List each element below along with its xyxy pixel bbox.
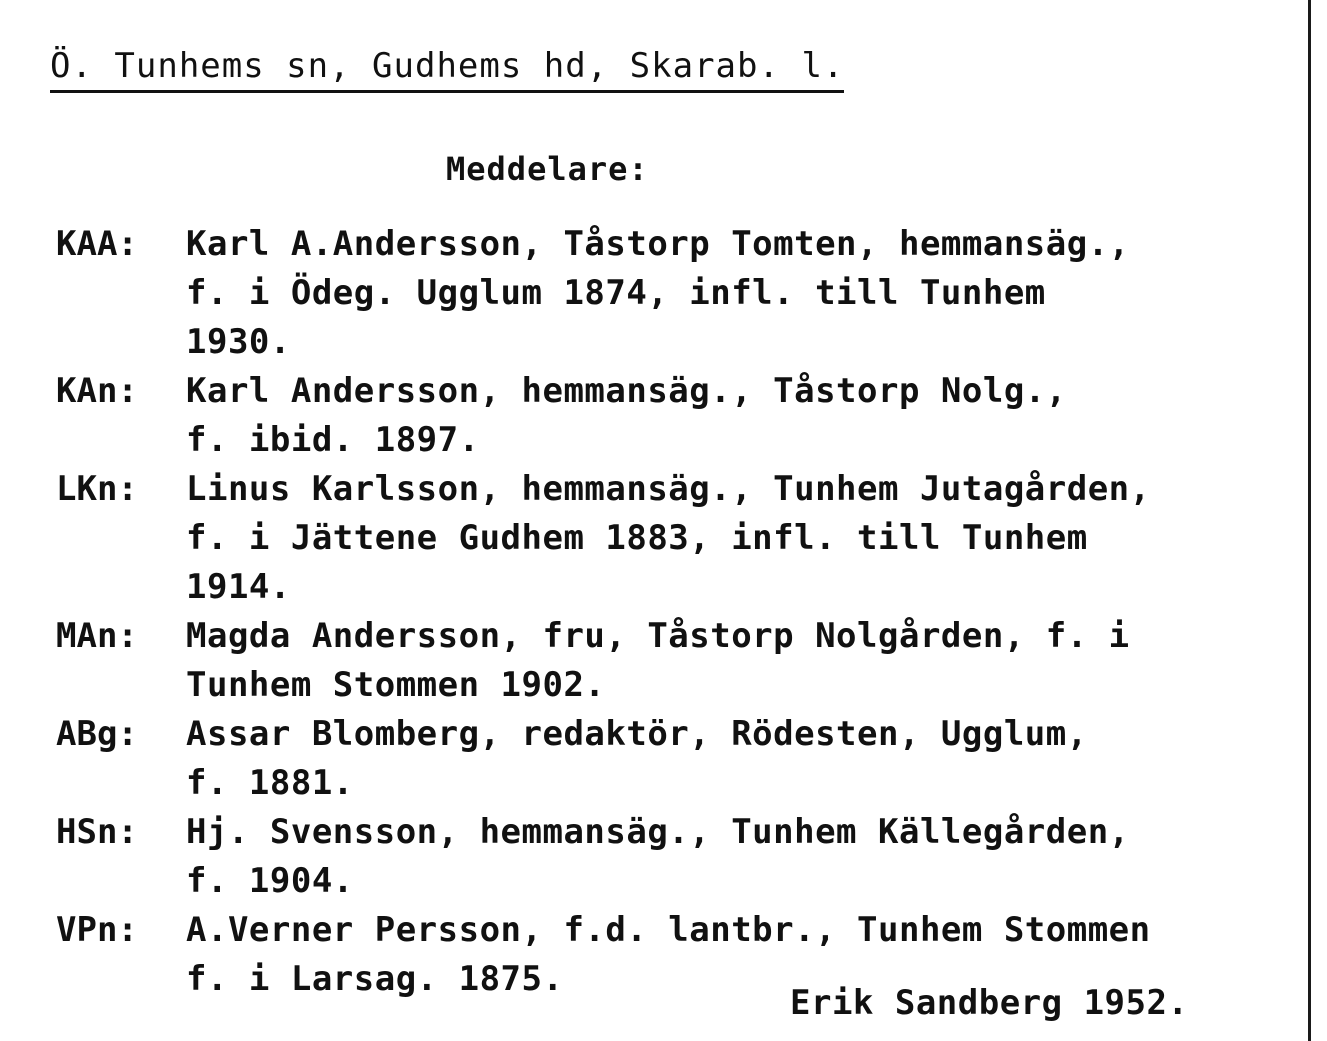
informant-code: MAn: <box>56 616 138 656</box>
informant-details <box>186 367 1306 465</box>
informant-code: LKn: <box>56 469 138 509</box>
informant-line: Tunhem Stommen 1902. <box>186 665 606 705</box>
informant-line: f. i Jättene Gudhem 1883, infl. till Tunhem <box>186 518 1088 558</box>
informant-line: f. ibid. 1897. <box>186 420 480 460</box>
informant-line: Hj. Svensson, hemmansäg., Tunhem Källegården, <box>186 812 1130 852</box>
informant-line: 1914. <box>186 567 291 607</box>
informant-code: KAA: <box>56 224 138 264</box>
informant-details <box>186 808 1306 906</box>
informant-code: HSn: <box>56 812 138 852</box>
informant-line: f. 1904. <box>186 861 354 901</box>
page-edge-line <box>1308 0 1311 1041</box>
informant-details <box>186 465 1306 612</box>
signature: Erik Sandberg 1952. <box>790 983 1189 1023</box>
informant-details <box>186 612 1306 710</box>
informant-line: 1930. <box>186 322 291 362</box>
informants-subheading: Meddelare: <box>446 150 649 188</box>
informant-entry <box>56 710 1306 808</box>
informants-list <box>56 220 1306 1004</box>
informant-code: ABg: <box>56 714 138 754</box>
informant-code: KAn: <box>56 371 138 411</box>
informant-line: f. i Ödeg. Ugglum 1874, infl. till Tunhem <box>186 273 1046 313</box>
informant-entry <box>56 367 1306 465</box>
informant-entry <box>56 220 1306 367</box>
informant-line: Assar Blomberg, redaktör, Rödesten, Ugglum, <box>186 714 1088 754</box>
informant-line: f. 1881. <box>186 763 354 803</box>
informant-line: Karl Andersson, hemmansäg., Tåstorp Nolg., <box>186 371 1067 411</box>
document-heading: Ö. Tunhems sn, Gudhems hd, Skarab. l. <box>50 46 844 93</box>
informant-line: Linus Karlsson, hemmansäg., Tunhem Jutagården, <box>186 469 1151 509</box>
informant-line: f. i Larsag. 1875. <box>186 959 564 999</box>
informant-line: Magda Andersson, fru, Tåstorp Nolgården, f. i <box>186 616 1130 656</box>
informant-entry <box>56 612 1306 710</box>
informant-code: VPn: <box>56 910 138 950</box>
informant-line: A.Verner Persson, f.d. lantbr., Tunhem Stommen <box>186 910 1151 950</box>
informant-entry <box>56 808 1306 906</box>
informant-entry <box>56 465 1306 612</box>
informant-details <box>186 710 1306 808</box>
informant-line: Karl A.Andersson, Tåstorp Tomten, hemmansäg., <box>186 224 1130 264</box>
informant-details <box>186 220 1306 367</box>
